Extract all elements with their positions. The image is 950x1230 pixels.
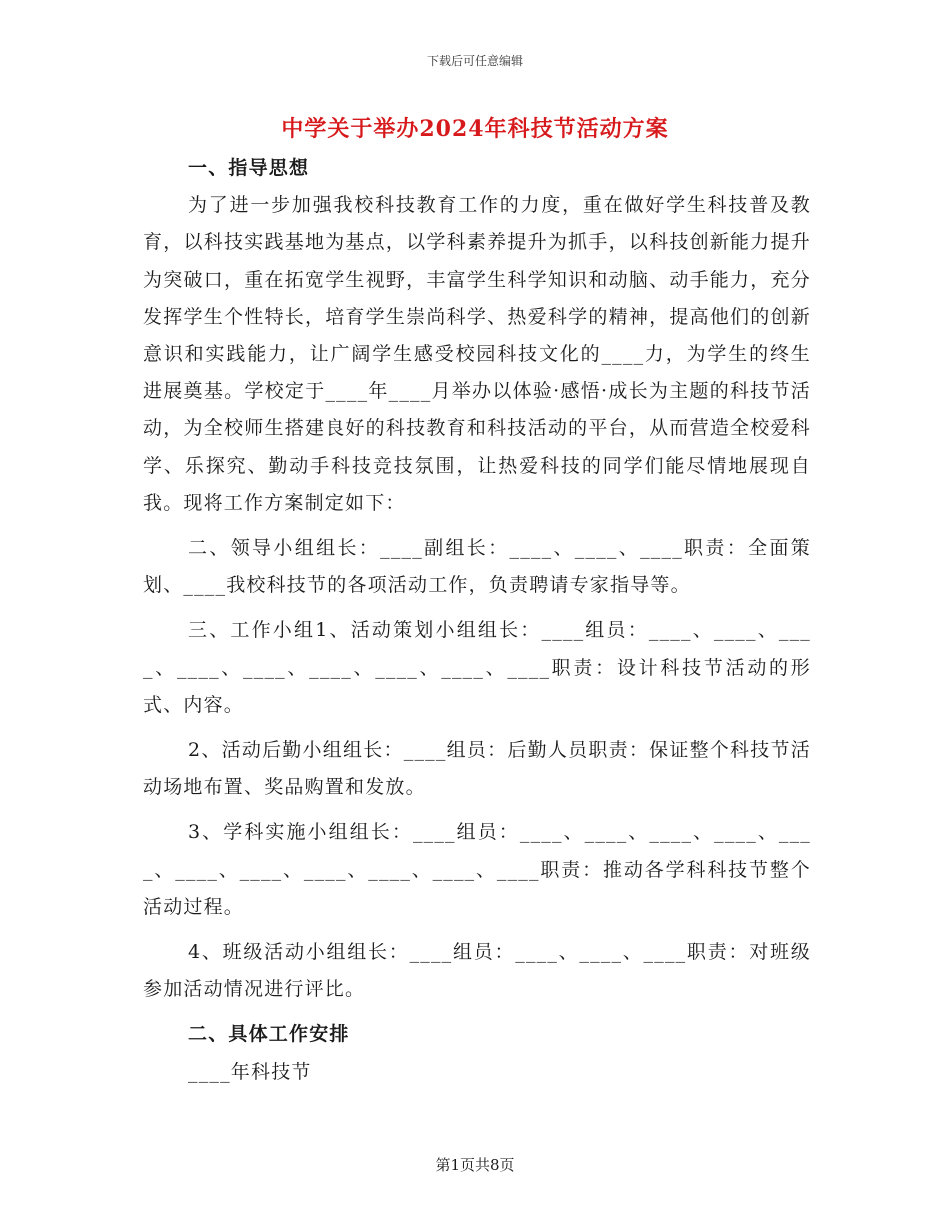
paragraph-work-group-subjects: 3、学科实施小组组长：____组员：____、____、____、____、____、____、____、____、____、____、____职责：推动各学科科技节整个活动过程。 <box>143 821 811 918</box>
document-body <box>143 150 811 1091</box>
paragraph-work-arrangement: ____年科技节 <box>188 1060 312 1083</box>
section-heading-work-arrangement: 二、具体工作安排 <box>188 1023 350 1046</box>
paragraph-work-group-planning: 三、工作小组1、活动策划小组组长：____组员：____、____、____、____、____、____、____、____、____职责：设计科技节活动的形式、内容。 <box>143 619 811 716</box>
header-note: 下载后可任意编辑 <box>426 54 523 68</box>
paragraph-leadership-group: 二、领导小组组长：____副组长：____、____、____职责：全面策划、____我校科技节的各项活动工作，负责聘请专家指导等。 <box>143 537 811 597</box>
paragraph-work-group-logistics: 2、活动后勤小组组长：____组员：后勤人员职责：保证整个科技节活动场地布置、奖品购置和发放。 <box>143 739 811 799</box>
paragraph-work-group-classes: 4、班级活动小组组长：____组员：____、____、____职责：对班级参加活动情况进行评比。 <box>143 941 811 1001</box>
section-heading-guiding-ideology: 一、指导思想 <box>188 157 310 179</box>
document-title: 中学关于举办2024年科技节活动方案 <box>281 116 669 142</box>
page-number-footer: 第1页共8页 <box>435 1156 515 1174</box>
paragraph-guiding-ideology: 为了进一步加强我校科技教育工作的力度，重在做好学生科技普及教育，以科技实践基地为基点，以学科素养提升为抓手，以科技创新能力提升为突破口，重在拓宽学生视野，丰富学生科学知识和动脑、动手能力，充分发挥学生个性特长，培育学生崇尚科学、热爱科学的精神，提高他们的创新意识和实践能力，让广阔学生感受校园科技文化的____力，为学生的终生进展奠基。学校定于____年____月举办以体验·感悟·成长为主题的科技节活动，为全校师生搭建良好的科技教育和科技活动的平台，从而营造全校爱科学、乐探究、勤动手科技竞技氛围，让热爱科技的同学们能尽情地展现自我。现将工作方案制定如下： <box>143 194 811 514</box>
